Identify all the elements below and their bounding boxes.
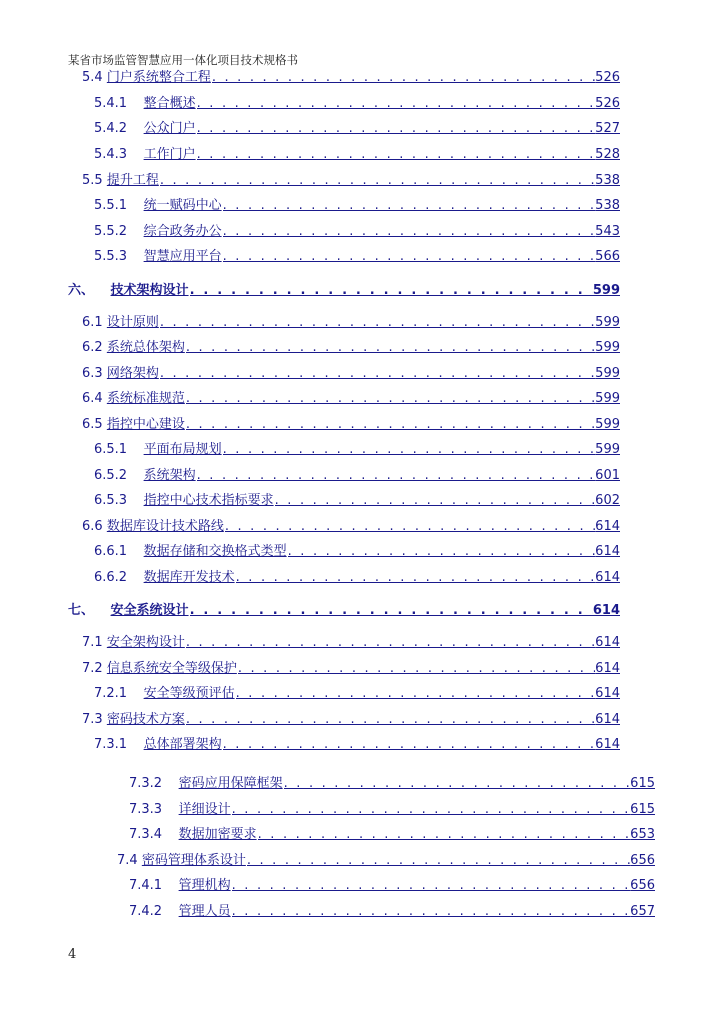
toc-page[interactable]: 614 bbox=[595, 712, 620, 727]
toc-leader bbox=[186, 391, 595, 407]
toc-page[interactable]: 602 bbox=[595, 493, 620, 508]
toc-page[interactable]: 599 bbox=[595, 442, 620, 457]
toc-page[interactable]: 656 bbox=[630, 878, 655, 893]
toc-page[interactable]: 615 bbox=[630, 776, 655, 791]
toc-entry-7-4-2[interactable] bbox=[129, 900, 655, 920]
toc-title[interactable]: 系统架构 bbox=[143, 468, 196, 483]
toc-title[interactable]: 数据库设计技术路线 bbox=[106, 519, 224, 534]
toc-page[interactable]: 543 bbox=[595, 224, 620, 239]
toc-title[interactable]: 数据存储和交换格式类型 bbox=[143, 544, 287, 559]
toc-leader bbox=[197, 147, 596, 163]
toc-leader bbox=[197, 96, 596, 112]
toc-title[interactable]: 密码管理体系设计 bbox=[141, 853, 246, 868]
toc-title[interactable]: 统一赋码中心 bbox=[143, 198, 222, 213]
toc-page[interactable]: 538 bbox=[595, 198, 620, 213]
toc-page[interactable]: 526 bbox=[595, 70, 620, 85]
toc-page[interactable]: 614 bbox=[595, 544, 620, 559]
toc-entry-5-4-1[interactable] bbox=[94, 92, 620, 112]
toc-entry-7-3-3[interactable] bbox=[129, 798, 655, 818]
toc-number: 6.5 bbox=[82, 417, 103, 432]
toc-number: 5.4.3 bbox=[94, 147, 128, 162]
toc-entry-7-3-1[interactable] bbox=[94, 733, 620, 753]
toc-number: 6.1 bbox=[82, 315, 103, 330]
toc-title[interactable]: 数据库开发技术 bbox=[143, 570, 235, 585]
toc-title[interactable]: 系统总体架构 bbox=[106, 340, 185, 355]
toc-entry-6-6-2[interactable] bbox=[94, 566, 620, 586]
toc-leader bbox=[238, 661, 595, 677]
toc-number: 7.2 bbox=[82, 661, 103, 676]
toc-title[interactable]: 安全架构设计 bbox=[106, 635, 185, 650]
toc-leader bbox=[186, 340, 595, 356]
toc-entry-5-5[interactable] bbox=[82, 169, 620, 189]
toc-title[interactable]: 指控中心建设 bbox=[106, 417, 185, 432]
toc-leader bbox=[275, 493, 596, 509]
toc-leader bbox=[160, 173, 595, 189]
toc-entry-6-5[interactable] bbox=[82, 413, 620, 433]
toc-entry-6-5-3[interactable] bbox=[94, 489, 620, 509]
toc-leader bbox=[288, 544, 596, 560]
toc-number: 5.4.2 bbox=[94, 121, 128, 136]
toc-title[interactable]: 安全系统设计 bbox=[110, 603, 189, 618]
toc-page[interactable]: 599 bbox=[595, 366, 620, 381]
toc-page[interactable]: 599 bbox=[595, 391, 620, 406]
toc-page[interactable]: 656 bbox=[630, 853, 655, 868]
toc-title[interactable]: 整合概述 bbox=[143, 96, 196, 111]
toc-title[interactable]: 设计原则 bbox=[106, 315, 159, 330]
toc-leader bbox=[223, 249, 596, 265]
toc-entry-6-6-1[interactable] bbox=[94, 540, 620, 560]
toc-number: 6.5.2 bbox=[94, 468, 128, 483]
toc-entry-5-4-2[interactable] bbox=[94, 117, 620, 137]
toc-title[interactable]: 指控中心技术指标要求 bbox=[143, 493, 274, 508]
toc-entry-6-3[interactable] bbox=[82, 362, 620, 382]
toc-leader bbox=[186, 635, 595, 651]
toc-title[interactable]: 平面布局规划 bbox=[143, 442, 222, 457]
toc-entry-7-4-1[interactable] bbox=[129, 874, 655, 894]
toc-entry-6-5-2[interactable] bbox=[94, 464, 620, 484]
toc-number: 5.5.2 bbox=[94, 224, 128, 239]
toc-page[interactable]: 538 bbox=[595, 173, 620, 188]
toc-number: 7.3.3 bbox=[129, 802, 163, 817]
toc-number: 5.5.1 bbox=[94, 198, 128, 213]
toc-entry-5-4[interactable] bbox=[82, 66, 620, 86]
toc-entry-6-5-1[interactable] bbox=[94, 438, 620, 458]
toc-number: 6.5.1 bbox=[94, 442, 128, 457]
toc-number: 5.5 bbox=[82, 173, 103, 188]
toc-title[interactable]: 网络架构 bbox=[106, 366, 159, 381]
toc-title[interactable]: 智慧应用平台 bbox=[143, 249, 222, 264]
toc-number: 7.1 bbox=[82, 635, 103, 650]
toc-chapter-6[interactable] bbox=[68, 279, 620, 299]
toc-entry-5-5-3[interactable] bbox=[94, 245, 620, 265]
toc-leader bbox=[236, 686, 596, 702]
toc-number: 7.3.1 bbox=[94, 737, 128, 752]
toc-number: 6.6.1 bbox=[94, 544, 128, 559]
toc-title[interactable]: 数据加密要求 bbox=[178, 827, 257, 842]
toc-page[interactable]: 614 bbox=[595, 635, 620, 650]
toc-leader bbox=[223, 224, 596, 240]
toc-title[interactable]: 公众门户 bbox=[143, 121, 196, 136]
toc-page[interactable]: 599 bbox=[592, 283, 620, 298]
toc-title[interactable]: 管理人员 bbox=[178, 904, 231, 919]
toc-title[interactable]: 总体部署架构 bbox=[143, 737, 222, 752]
toc-leader bbox=[247, 853, 630, 869]
toc-number: 7.3.2 bbox=[129, 776, 163, 791]
toc-number: 5.5.3 bbox=[94, 249, 128, 264]
toc-entry-5-5-1[interactable] bbox=[94, 194, 620, 214]
toc-number: 6.3 bbox=[82, 366, 103, 381]
toc-leader bbox=[236, 570, 596, 586]
toc-leader bbox=[186, 417, 595, 433]
toc-leader bbox=[232, 878, 631, 894]
toc-title[interactable]: 综合政务办公 bbox=[143, 224, 222, 239]
toc-title[interactable]: 管理机构 bbox=[178, 878, 231, 893]
toc-title[interactable]: 密码应用保障框架 bbox=[178, 776, 283, 791]
toc-page[interactable]: 614 bbox=[595, 737, 620, 752]
toc-leader bbox=[190, 603, 593, 619]
toc-leader bbox=[232, 802, 631, 818]
toc-leader bbox=[223, 737, 596, 753]
toc-title[interactable]: 信息系统安全等级保护 bbox=[106, 661, 237, 676]
toc-entry-6-6[interactable] bbox=[82, 515, 620, 535]
toc-number: 七、 bbox=[68, 603, 95, 618]
toc-title[interactable]: 工作门户 bbox=[143, 147, 196, 162]
toc-page[interactable]: 566 bbox=[595, 249, 620, 264]
toc-page[interactable]: 615 bbox=[630, 802, 655, 817]
toc-page[interactable]: 614 bbox=[595, 519, 620, 534]
toc-entry-6-2[interactable] bbox=[82, 336, 620, 356]
toc-leader bbox=[258, 827, 631, 843]
toc-number: 7.4 bbox=[117, 853, 138, 868]
toc-page[interactable]: 653 bbox=[630, 827, 655, 842]
toc-leader bbox=[225, 519, 595, 535]
toc-leader bbox=[160, 315, 595, 331]
toc-number: 6.4 bbox=[82, 391, 103, 406]
toc-leader bbox=[284, 776, 631, 792]
page-number: 4 bbox=[68, 947, 77, 962]
toc-chapter-7[interactable] bbox=[68, 599, 620, 619]
toc-number: 7.4.1 bbox=[129, 878, 163, 893]
document-header: 某省市场监管智慧应用一体化项目技术规格书 bbox=[68, 53, 298, 67]
toc-number: 7.3 bbox=[82, 712, 103, 727]
toc-entry-7-1[interactable] bbox=[82, 631, 620, 651]
toc-page[interactable]: 614 bbox=[595, 686, 620, 701]
toc-number: 6.5.3 bbox=[94, 493, 128, 508]
toc-leader bbox=[232, 904, 631, 920]
toc-entry-7-3-4[interactable] bbox=[129, 823, 655, 843]
toc-entry-5-4-3[interactable] bbox=[94, 143, 620, 163]
toc-page[interactable]: 657 bbox=[630, 904, 655, 919]
toc-title[interactable]: 门户系统整合工程 bbox=[106, 70, 211, 85]
toc-title[interactable]: 提升工程 bbox=[106, 173, 159, 188]
toc-entry-7-2-1[interactable] bbox=[94, 682, 620, 702]
toc-page[interactable]: 599 bbox=[595, 315, 620, 330]
toc-page[interactable]: 599 bbox=[595, 417, 620, 432]
toc-entry-7-3-2[interactable] bbox=[129, 772, 655, 792]
toc-title[interactable]: 技术架构设计 bbox=[110, 283, 189, 298]
toc-entry-5-5-2[interactable] bbox=[94, 220, 620, 240]
toc-entry-7-3[interactable] bbox=[82, 708, 620, 728]
toc-leader bbox=[223, 198, 596, 214]
toc-page[interactable]: 614 bbox=[595, 661, 620, 676]
toc-entry-6-1[interactable] bbox=[82, 311, 620, 331]
toc-title[interactable]: 系统标准规范 bbox=[106, 391, 185, 406]
toc-leader bbox=[190, 283, 593, 299]
toc-number: 7.3.4 bbox=[129, 827, 163, 842]
toc-page[interactable]: 599 bbox=[595, 340, 620, 355]
toc-number: 5.4 bbox=[82, 70, 103, 85]
toc-number: 6.6 bbox=[82, 519, 103, 534]
toc-number: 7.4.2 bbox=[129, 904, 163, 919]
toc-title[interactable]: 详细设计 bbox=[178, 802, 231, 817]
toc-page[interactable]: 614 bbox=[592, 603, 620, 618]
toc-leader bbox=[197, 468, 596, 484]
toc-leader bbox=[212, 70, 595, 86]
toc-page[interactable]: 601 bbox=[595, 468, 620, 483]
toc-number: 5.4.1 bbox=[94, 96, 128, 111]
toc-number: 6.2 bbox=[82, 340, 103, 355]
toc-entry-7-4[interactable] bbox=[117, 849, 655, 869]
toc-number: 7.2.1 bbox=[94, 686, 128, 701]
toc-leader bbox=[186, 712, 595, 728]
toc-entry-6-4[interactable] bbox=[82, 387, 620, 407]
toc-leader bbox=[197, 121, 596, 137]
toc-page[interactable]: 526 bbox=[595, 96, 620, 111]
toc-entry-7-2[interactable] bbox=[82, 657, 620, 677]
toc-number: 六、 bbox=[68, 283, 95, 298]
toc-number: 6.6.2 bbox=[94, 570, 128, 585]
toc-leader bbox=[223, 442, 596, 458]
toc-page[interactable]: 614 bbox=[595, 570, 620, 585]
toc-leader bbox=[160, 366, 595, 382]
toc-title[interactable]: 安全等级预评估 bbox=[143, 686, 235, 701]
toc-page[interactable]: 528 bbox=[595, 147, 620, 162]
toc-title[interactable]: 密码技术方案 bbox=[106, 712, 185, 727]
toc-page[interactable]: 527 bbox=[595, 121, 620, 136]
